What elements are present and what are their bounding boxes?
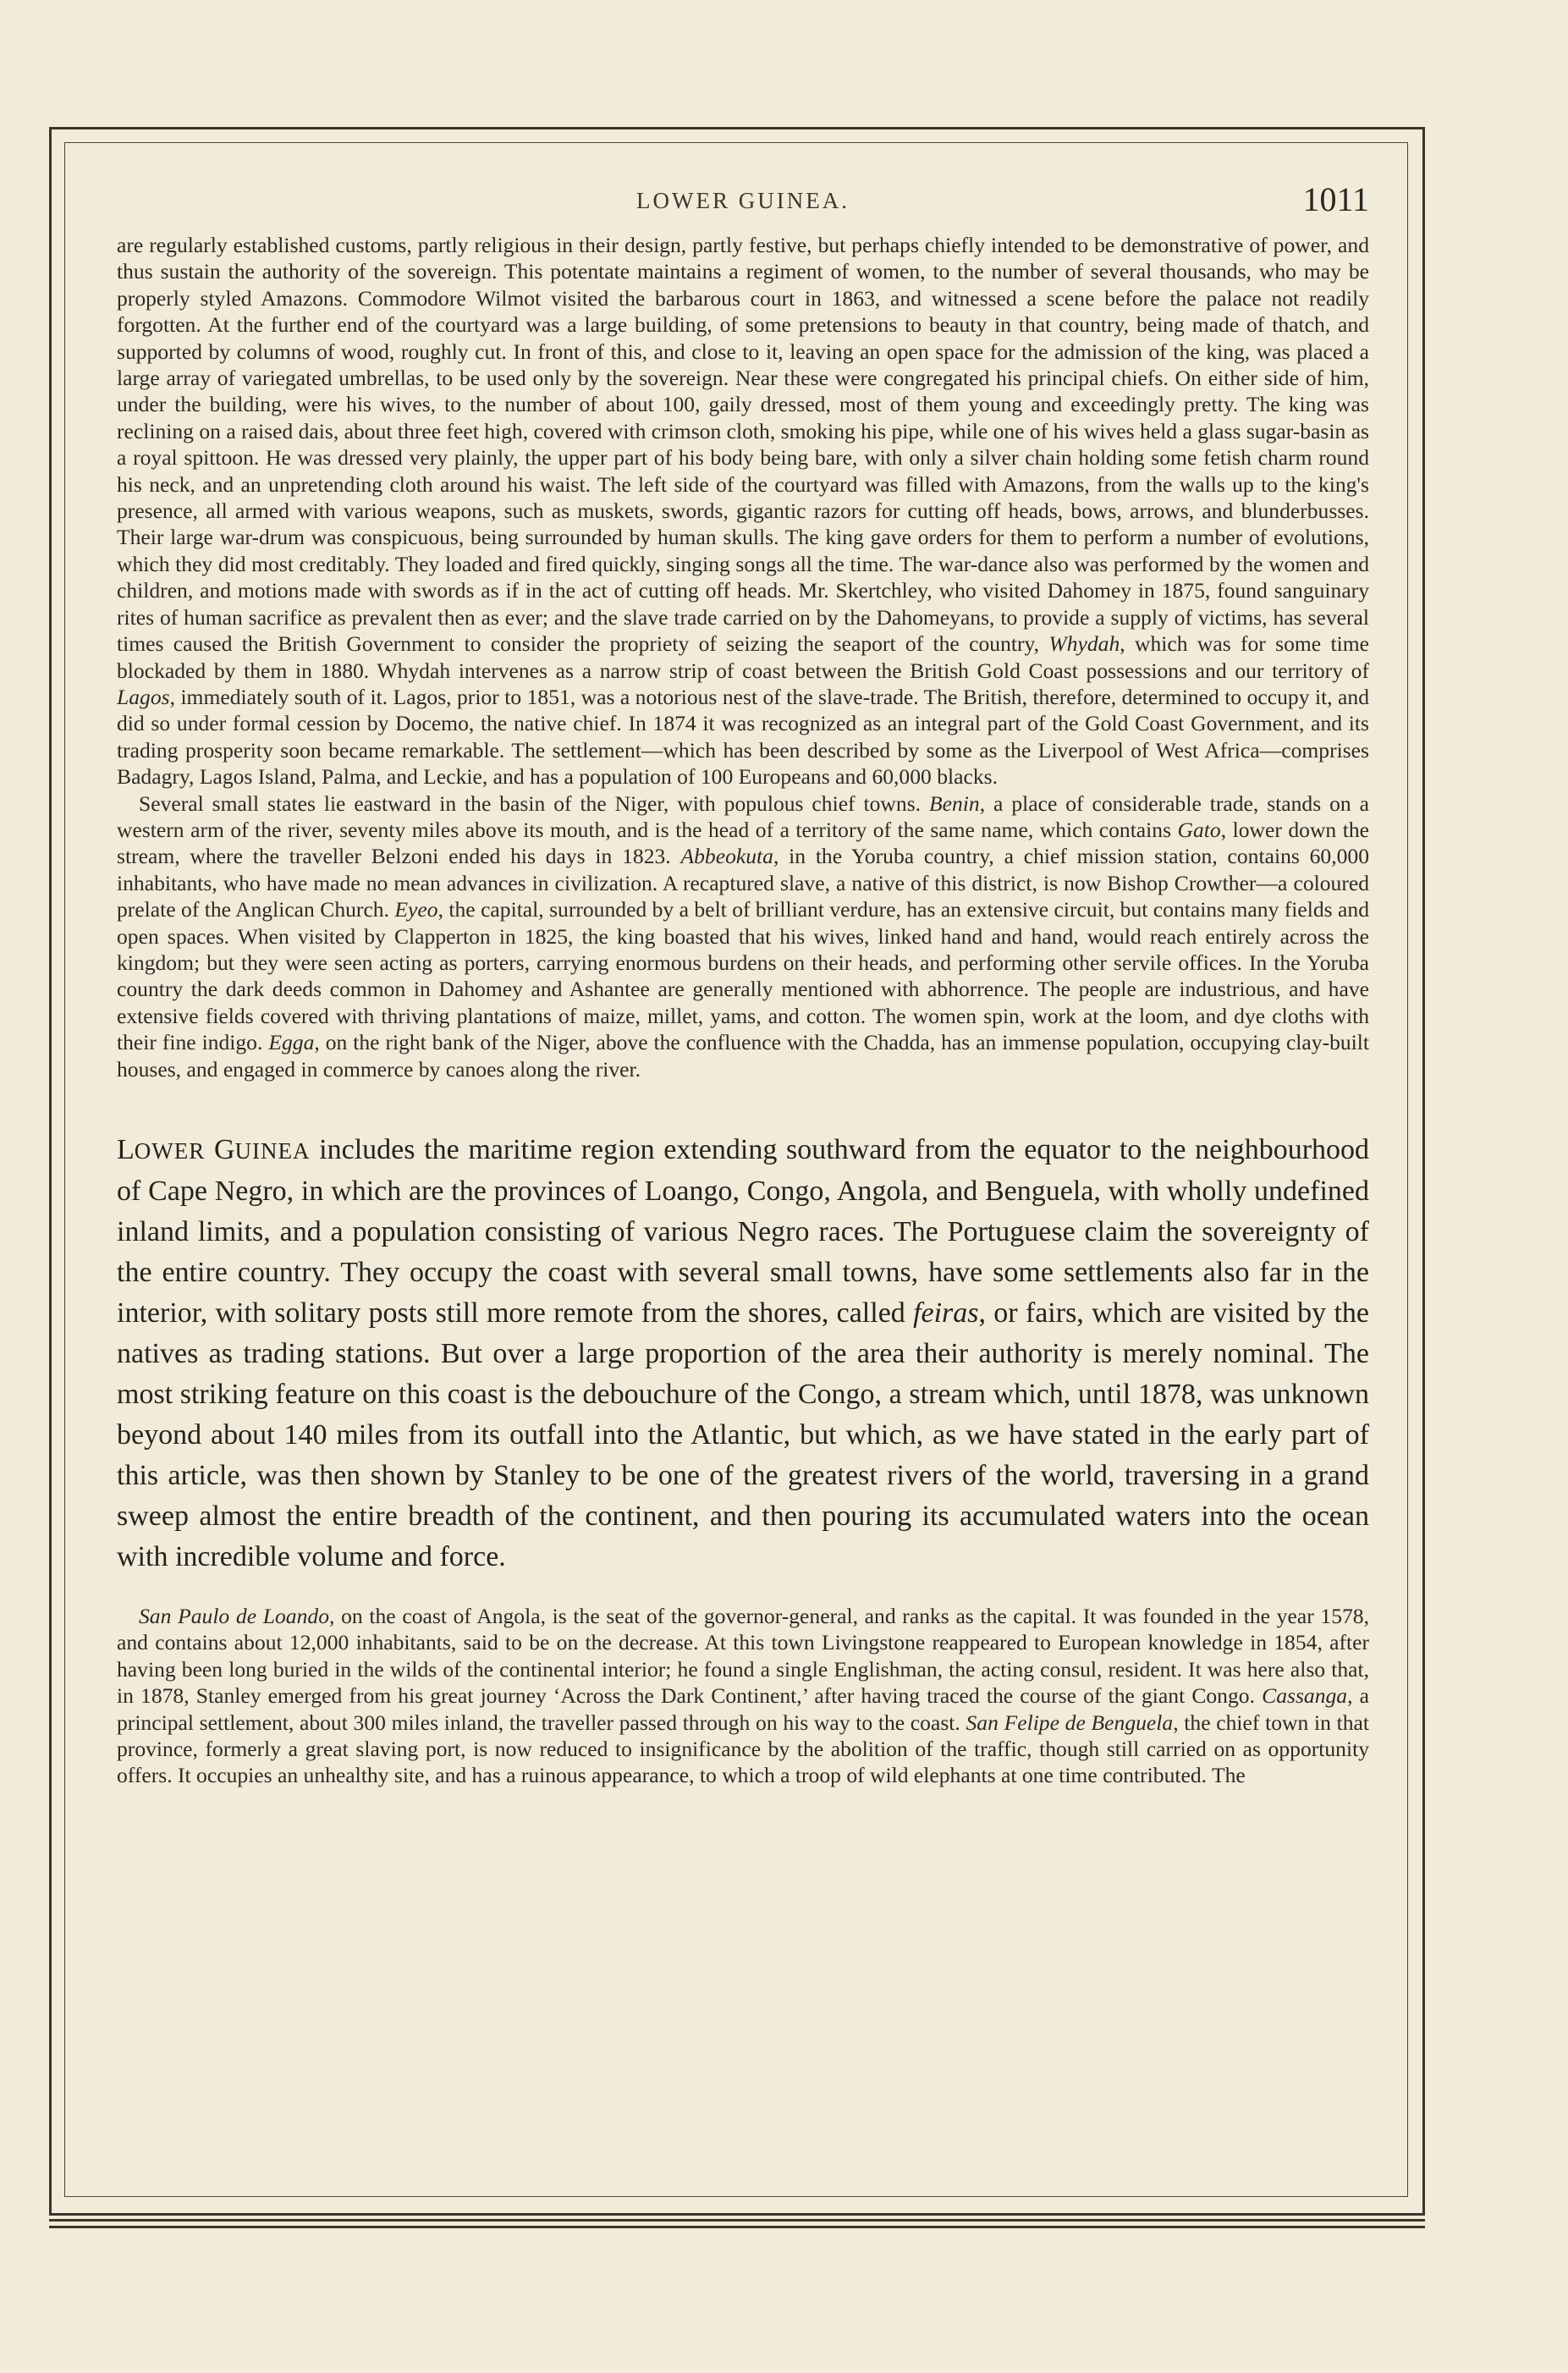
italic-term-benin: Benin <box>929 790 980 816</box>
text-run: , the chief town in that province, formerly a great slaving port, is now reduced to insignificance by the abolition of the traffic, though still carried on as opportunity offers. It occupies an unhealthy site, and has a ruinous appearance, to which a troop of wild elephants at one time contributed. The <box>117 1710 1369 1788</box>
text-run: , a principal settlement, about 300 miles inland, the traveller passed through on his way to the coast. <box>117 1683 1369 1735</box>
italic-term-loando: San Paulo de Loando <box>139 1604 329 1628</box>
text-run: includes the maritime region extending southward from the equator to the neighbourhood of Cape Negro, in which are the provinces of Loango, Congo, Angola, and Benguela, with wholly undefined inland limits, and a population consisting of various Negro races. The Portuguese claim the sovereignty of the entire country. They occupy the coast with several small towns, have some settlements also far in the interior, with solitary posts still more remote from the shores, called <box>117 1134 1370 1329</box>
text-run: , a place of considerable trade, stands on a western arm of the river, seventy miles above its mouth, and is the head of a territory of the same name, which contains <box>117 790 1370 842</box>
italic-term-egga: Egga <box>268 1030 315 1055</box>
small-caps-initial: G <box>213 1134 235 1165</box>
italic-term-benguela: San Felipe de Benguela <box>966 1710 1174 1735</box>
page-number: 1011 <box>1302 180 1369 218</box>
running-title: LOWER GUINEA. <box>636 188 850 213</box>
paragraph-lower-guinea <box>117 1130 1369 1577</box>
text-run: , the capital, surrounded by a belt of brilliant verdure, has an extensive circuit, but contains many fields and open spaces. When visited by Clapperton in 1825, the king boasted that his wives, linked hand and hand, would reach entirely across the kingdom; but they were seen acting as porters, carrying enormous burdens on their heads, and performing other servile offices. In the Yoruba country the dark deeds common in Dahomey and Ashantee are generally mentioned with abhorrence. The people are industrious, and have extensive fields covered with thriving plantations of maize, millet, yams, and cotton. The women spin, work at the loom, and dye cloths with their fine indigo. <box>117 897 1369 1055</box>
text-run: , which was for some time blockaded by them in 1880. Whydah intervenes as a narrow strip of coast between the British Gold Coast possessions and our territory of <box>117 631 1369 683</box>
paragraph-niger-states <box>117 790 1369 1082</box>
italic-term-abbeokuta: Abbeokuta <box>680 844 773 869</box>
italic-term-lagos: Lagos <box>117 684 170 709</box>
text-run: , in the Yoruba country, a chief mission station, contains 60,000 inhabitants, who have made no mean advances in civilization. A recaptured slave, a native of this district, is now Bishop Crowther—a coloured prelate of the Anglican Church. <box>117 844 1369 922</box>
italic-term-gato: Gato <box>1177 817 1221 842</box>
text-run: , on the right bank of the Niger, above the confluence with the Chadda, has an immense population, occupying clay-built houses, and engaged in commerce by canoes along the river. <box>117 1030 1370 1082</box>
bottom-rule-1 <box>49 2219 1425 2222</box>
text-run: , on the coast of Angola, is the seat of the governor-general, and ranks as the capital. It was founded in the year 1578, and contains about 12,000 inhabitants, said to be on the decrease. At this town Livingstone reappeared to European knowledge in 1854, after having been long buried in the wilds of the continental interior; he found a single Englishman, the acting consul, resident. It was here also that, in 1878, Stanley emerged from his great journey ‘Across the Dark Continent,’ after having traced the course of the giant Congo. <box>117 1604 1369 1709</box>
text-run: , lower down the stream, where the traveller Belzoni ended his days in 1823. <box>117 817 1369 869</box>
running-head <box>117 179 1369 220</box>
text-run: Several small states lie eastward in the basin of the Niger, with populous chief towns. <box>139 790 922 816</box>
italic-term-whydah: Whydah <box>1048 631 1120 657</box>
small-caps-text: OWER <box>134 1138 206 1164</box>
small-caps-text: UINEA <box>234 1138 311 1164</box>
paragraph-san-paulo-de-loando <box>117 1603 1369 1789</box>
italic-term-feiras: feiras <box>913 1297 979 1329</box>
text-run: , or fairs, which are visited by the natives as trading stations. But over a large proportion of the area their authority is merely nominal. The most striking feature on this coast is the debouchure of the Congo, a stream which, until 1878, was unknown beyond about 140 miles from its outfall into the Atlantic, but which, as we have stated in the early part of this article, was then shown by Stanley to be one of the greatest rivers of the world, traversing in a grand sweep almost the entire breadth of the continent, and then pouring its accumulated waters into the ocean with incredible volume and force. <box>117 1297 1369 1572</box>
italic-term-cassanga: Cassanga <box>1262 1683 1348 1709</box>
small-caps-initial: L <box>117 1134 135 1165</box>
text-run: are regularly established customs, partly religious in their design, partly festive, but perhaps chiefly intended to be demonstrative of power, and thus sustain the authority of the sovereign. This potentate maintains a regiment of women, to the number of several thousands, who may be properly styled Amazons. Commodore Wilmot visited the barbarous court in 1863, and witnessed a scene before the palace not readily forgotten. At the further end of the courtyard was a large building, of some pretensions to beauty in that country, being made of thatch, and supported by columns of wood, roughly cut. In front of this, and close to it, leaving an open space for the admission of the king, was placed a large array of variegated umbrellas, to be used only by the sovereign. Near these were congregated his principal chiefs. On either side of him, under the building, were his wives, to the number of about 100, gaily dressed, most of them young and exceedingly pretty. The king was reclining on a raised dais, about three feet high, covered with crimson cloth, smoking his pipe, while one of his wives held a glass sugar-basin as a royal spittoon. He was dressed very plainly, the upper part of his body being bare, with only a silver chain holding some fetish charm round his neck, and an unpretending cloth around his waist. The left side of the courtyard was filled with Amazons, from the walls up to the king's presence, all armed with various weapons, such as muskets, swords, gigantic razors for cutting off heads, bows, arrows, and blunderbusses. Their large war-drum was conspicuous, being surrounded by human skulls. The king gave orders for them to perform a number of evolutions, which they did most creditably. They loaded and fired quickly, singing songs all the time. The war-dance also was performed by the women and children, and motions made with swords as if in the act of cutting off heads. Mr. Skertchley, who visited Dahomey in 1875, found sanguinary rites of human sacrifice as prevalent then as ever; and the slave trade carried on by the Dahomeyans, to provide a supply of victims, has several times caused the British Government to consider the propriety of seizing the seaport of the country, <box>117 233 1370 657</box>
text-run: , immediately south of it. Lagos, prior to 1851, was a notorious nest of the slave-trade. The British, therefore, determined to occupy it, and did so under formal cession by Docemo, the native chief. In 1874 it was recognized as an integral part of the Gold Coast Government, and its trading prosperity soon became remarkable. The settlement—which has been described by some as the Liverpool of West Africa—comprises Badagry, Lagos Island, Palma, and Leckie, and has a population of 100 Europeans and 60,000 blacks. <box>117 684 1369 790</box>
bottom-rule-2 <box>49 2226 1425 2228</box>
paragraph-dahomey-lagos <box>117 232 1369 790</box>
italic-term-eyeo: Eyeo <box>394 897 438 922</box>
page-content <box>117 179 1369 1789</box>
